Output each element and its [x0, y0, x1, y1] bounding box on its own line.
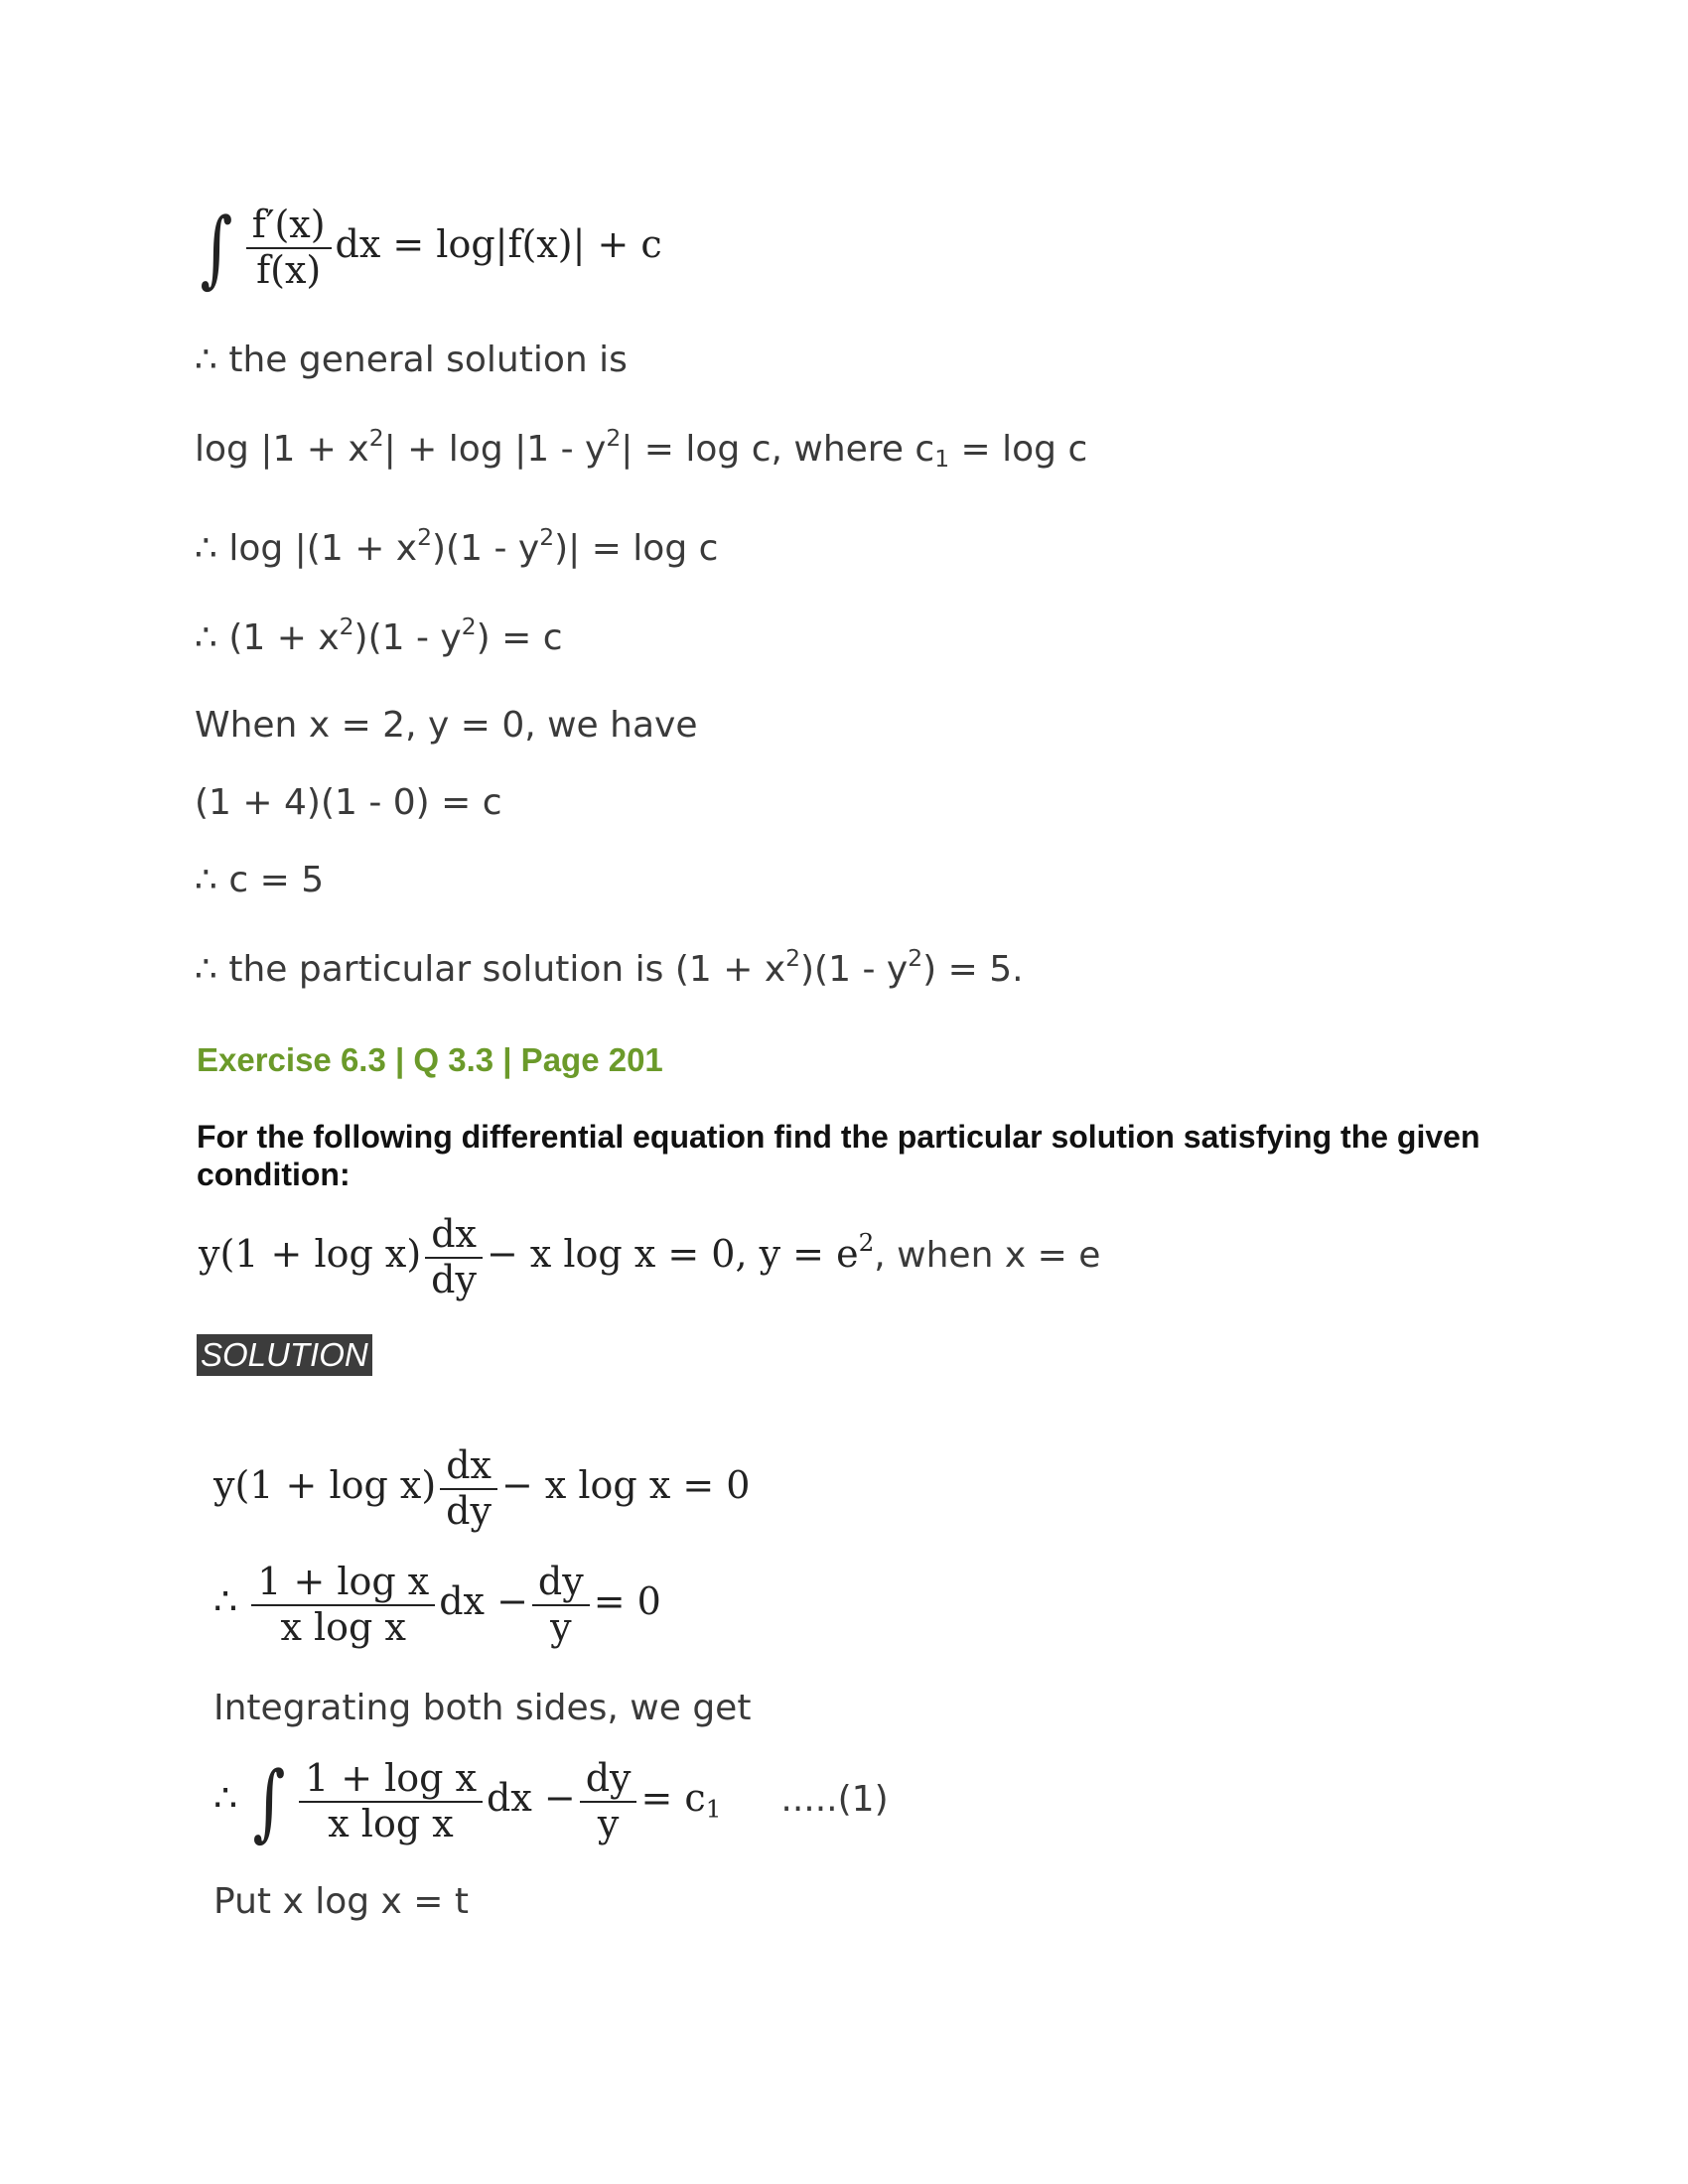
- solution-step-1: y(1 + log x) $\frac{dx}{dy}$ − x log x = 0: [213, 1443, 751, 1533]
- exercise-heading: Exercise 6.3 | Q 3.3 | Page 201: [197, 1041, 663, 1078]
- solution-step-2: ∴ $\frac{\text{1 + log x}}{\text{x log x}}$ dx − $\frac{dy}{y}$ = 0: [213, 1560, 661, 1649]
- when-line: When x = 2, y = 0, we have: [195, 705, 698, 746]
- general-solution-equation: $\log |1 + x^2| + \log |1 - y^2| = \log c$, where $c_1 = \log c$: [195, 423, 1088, 473]
- integral-sign: ∫: [200, 199, 233, 297]
- c-value-line: ∴ c = 5: [195, 860, 325, 900]
- s2-fraction-a: $\frac{\text{1 + log x}}{\text{x log x}}$: [251, 1561, 435, 1649]
- intro-numerator: f′(x): [251, 203, 326, 246]
- integrating-line: Integrating both sides, we get: [213, 1688, 752, 1728]
- dx-dy-fraction: $\frac{dx}{dy}$: [425, 1213, 483, 1301]
- question-text: For the following differential equation find the particular solution satisfying the given condition:: [197, 1119, 1480, 1192]
- solution-badge: SOLUTION: [197, 1334, 372, 1376]
- s1-dx-dy-fraction: $\frac{dx}{dy}$: [440, 1444, 497, 1533]
- intro-denominator: f(x): [246, 247, 332, 293]
- s3-fraction-a: $\frac{\text{1 + log x}}{\text{x log x}}$: [299, 1757, 483, 1845]
- solution-step-3: ∴ ∫ $\frac{\text{1 + log x}}{\text{x log x}}$ dx − $\frac{dy}{y}$ = $c_1$ .....(1): [213, 1752, 889, 1850]
- put-line: Put x log x = t: [213, 1881, 469, 1922]
- particular-solution-line: ∴ the particular solution is $(1 + x^2)(1 - y^2) = 5$.: [195, 943, 1024, 990]
- integral-sign-2: ∫: [252, 1752, 286, 1850]
- s3-fraction-b: $\frac{dy}{y}$: [580, 1757, 637, 1845]
- general-solution-label: ∴ the general solution is: [195, 340, 628, 380]
- s2-fraction-b: $\frac{dy}{y}$: [532, 1561, 590, 1649]
- intro-fraction: [246, 204, 332, 292]
- intro-rest: dx = log|f(x)| + c: [335, 222, 662, 267]
- product-equation: ∴ $(1 + x^2)(1 - y^2) = c$: [195, 612, 563, 658]
- intro-formula: [195, 199, 662, 297]
- log-combined-equation: ∴ $\log |(1 + x^2)(1 - y^2)| = \log c$: [195, 522, 719, 569]
- question-equation: y(1 + log x) $\frac{dx}{dy}$ − x log x = 0, $y = e^2$, when x = e: [199, 1212, 1101, 1301]
- substitution-line: (1 + 4)(1 - 0) = c: [195, 782, 502, 823]
- equation-tag: .....(1): [780, 1779, 889, 1821]
